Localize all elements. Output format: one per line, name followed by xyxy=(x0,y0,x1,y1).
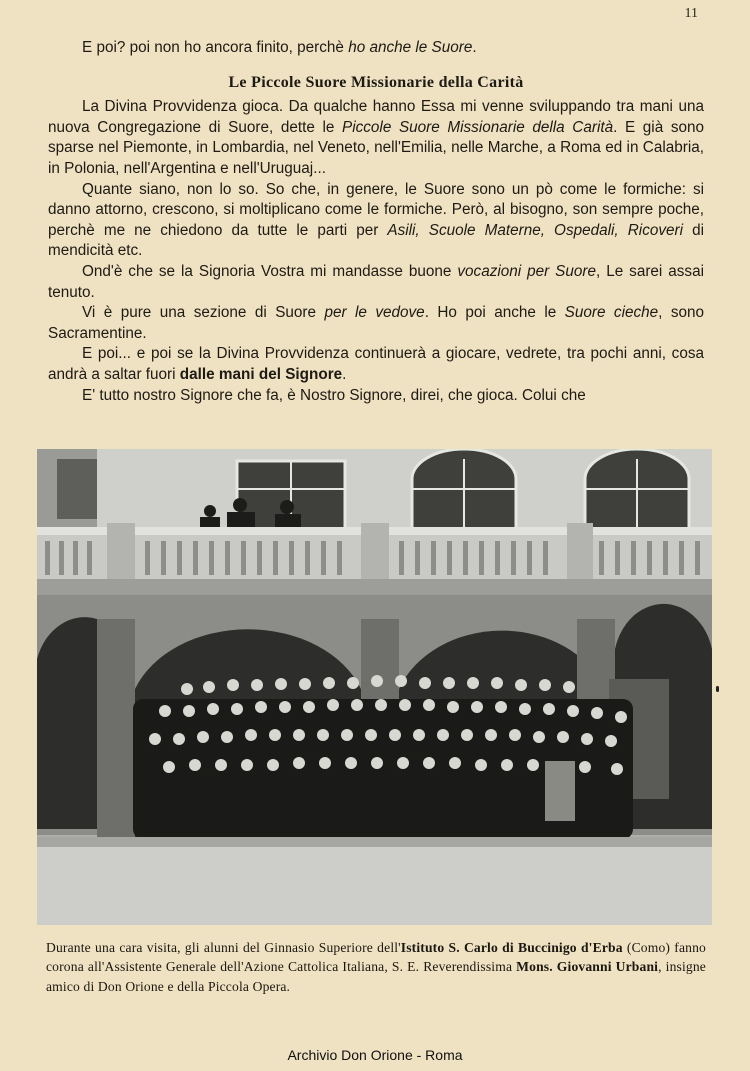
text-run: La Divina Provvidenza gioca. Da qualche hanno Essa mi venne sviluppando tra mani una nuova Congregazione di Suore, dette le xyxy=(48,98,704,136)
paragraph xyxy=(48,97,704,179)
page-number: 11 xyxy=(684,6,698,21)
italic-phrase: vocazioni per Suore xyxy=(457,262,596,280)
paragraph xyxy=(48,262,704,303)
archive-credit: Archivio Don Orione - Roma xyxy=(287,1047,463,1063)
print-speck-mark xyxy=(716,686,719,692)
italic-phrase: Suore cieche xyxy=(564,304,659,322)
text-run: Vi è pure una sezione di Suore xyxy=(82,304,325,322)
text-run: (Como) fanno corona all'Assistente Generale dell'Azione Cattolica Italiana, S. E. Reverendissima xyxy=(46,940,706,975)
text-run: , insigne amico di Don Orione e della Piccola Opera. xyxy=(46,959,706,994)
paragraph xyxy=(48,303,704,344)
group-photo-illustration xyxy=(37,449,712,925)
text-run: , Le sarei assai tenuto. xyxy=(48,262,704,301)
text-run: E poi... e poi se la Divina Provvidenza continuerà a giocare, vedrete, tra pochi anni, cosa andrà a saltar fuori xyxy=(48,345,704,383)
paragraph xyxy=(48,386,704,407)
text-run: . xyxy=(472,39,477,56)
text-run: Quante siano, non lo so. So che, in genere, le Suore sono un pò come le formiche: si danno attorno, crescono, si moltiplicano come le formiche. Però, al bisogno, son sempre poche, perchè me ne chiedono da tutte le parti per xyxy=(48,180,704,239)
paragraph xyxy=(48,180,704,262)
italic-phrase: per le vedove xyxy=(324,304,425,322)
italic-phrase: ho anche le Suore xyxy=(348,39,473,56)
italic-phrase: Piccole Suore Missionarie della Carità xyxy=(342,118,614,136)
paragraph xyxy=(48,344,704,385)
italic-phrase: Asili, Scuole Materne, Ospedali, Ricoveri xyxy=(387,221,684,239)
intro-line xyxy=(48,38,704,59)
bold-phrase: Istituto S. Carlo di Buccinigo d'Erba xyxy=(400,940,623,955)
text-run: Durante una cara visita, gli alunni del Ginnasio Superiore dell' xyxy=(46,940,401,955)
text-run: di mendicità etc. xyxy=(48,221,704,260)
bold-phrase: dalle mani del Signore xyxy=(179,365,343,383)
group-photo xyxy=(37,449,712,925)
text-run: E poi? poi non ho ancora finito, perchè xyxy=(82,39,349,56)
text-run: . Ho poi anche le xyxy=(424,304,565,322)
text-run: . xyxy=(342,365,347,383)
text-run: , sono Sacramentine. xyxy=(48,304,705,342)
bold-phrase: Mons. Giovanni Urbani xyxy=(516,959,659,975)
text-run: . E già sono sparse nel Piemonte, in Lombardia, nel Veneto, nell'Emilia, nelle Marche, a Roma ed in Calabria, in Polonia, nell'Argentina e nell'Uruguaj... xyxy=(48,118,704,177)
section-title: Le Piccole Suore Missionarie della Carità xyxy=(228,73,524,91)
article-body xyxy=(48,38,704,406)
text-run: Ond'è che se la Signoria Vostra mi mandasse buone xyxy=(82,262,458,280)
text-run: E' tutto nostro Signore che fa, è Nostro Signore, direi, che gioca. Colui che xyxy=(82,386,586,404)
photo-caption xyxy=(46,938,706,996)
